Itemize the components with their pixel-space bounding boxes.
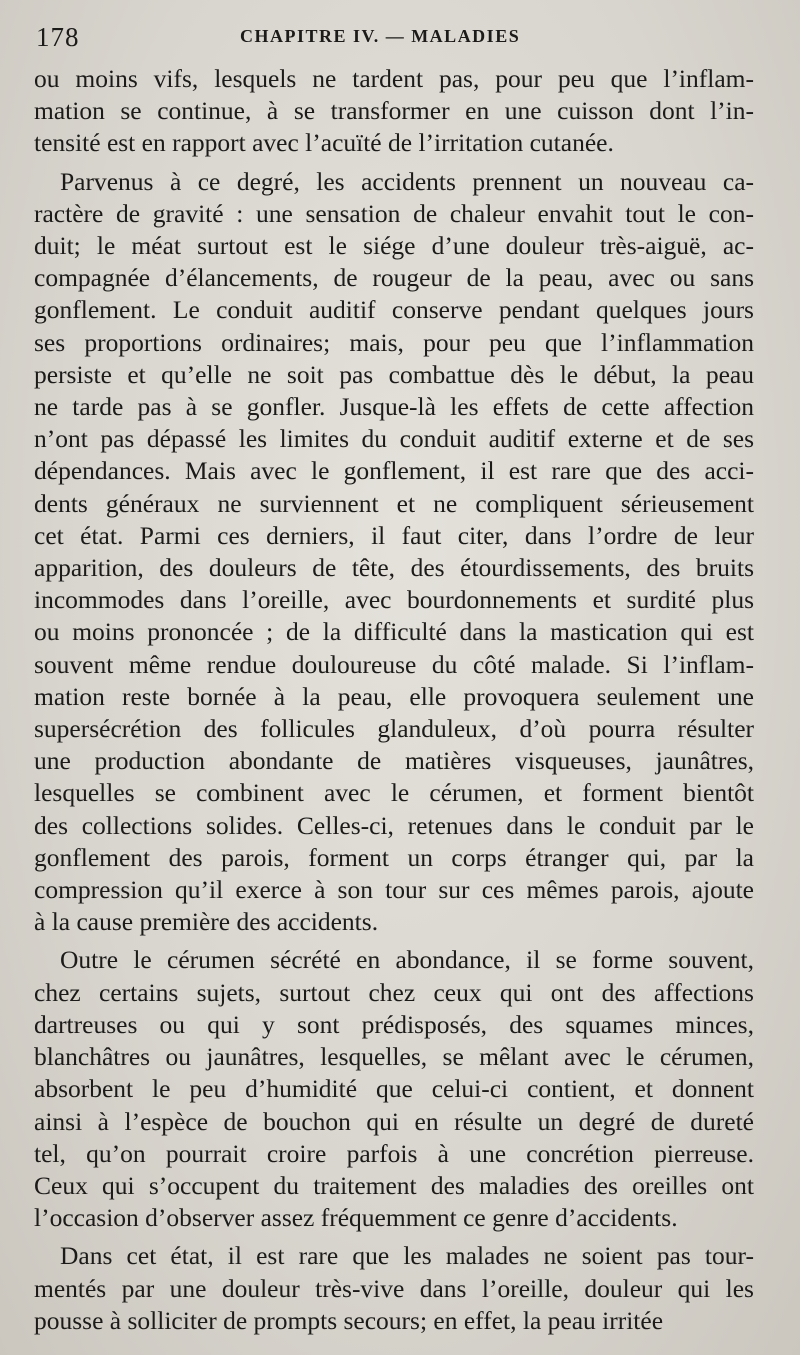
text-line: ou moins prononcée ; de la difficulté dans la mastication qui est [34, 617, 754, 647]
text-line: ses proportions ordinaires; mais, pour peu que l’inflammation [34, 327, 754, 357]
chapter-title: CHAPITRE IV. — MALADIES [240, 26, 521, 46]
paragraph [34, 166, 754, 939]
paragraph [34, 944, 754, 1234]
text-line: dépendances. Mais avec le gonflement, il est rare que des acci- [34, 456, 754, 486]
paragraph [34, 63, 754, 160]
paragraph [34, 1240, 754, 1337]
text-line: tensité est en rapport avec l’acuïté de l’irritation cutanée. [34, 128, 614, 158]
text-line: cet état. Parmi ces derniers, il faut citer, dans l’ordre de leur [34, 520, 754, 550]
text-line: mation se continue, à se transformer en une cuisson dont l’in- [34, 96, 754, 126]
text-line: ne tarde pas à se gonfler. Jusque-là les effets de cette affection [34, 392, 754, 422]
text-line: apparition, des douleurs de tête, des étourdissements, des bruits [34, 553, 754, 583]
text-line: absorbent le peu d’humidité que celui-ci contient, et donnent [34, 1074, 754, 1104]
text-line: gonflement des parois, forment un corps étranger qui, par la [34, 842, 754, 872]
text-line: pousse à solliciter de prompts secours; en effet, la peau irritée [34, 1305, 664, 1335]
text-line: une production abondante de matières visqueuses, jaunâtres, [34, 746, 754, 776]
running-head [36, 18, 760, 52]
text-line: compagnée d’élancements, de rougeur de la peau, avec ou sans [34, 263, 754, 293]
text-line: ractère de gravité : une sensation de chaleur envahit tout le con- [34, 198, 754, 228]
text-line: Outre le cérumen sécrété en abondance, il se forme souvent, [60, 945, 754, 975]
text-line: Parvenus à ce degré, les accidents prennent un nouveau ca- [60, 166, 754, 196]
text-line: ou moins vifs, lesquels ne tardent pas, pour peu que l’inflam- [34, 64, 754, 93]
body-text [34, 63, 754, 1343]
text-line: mentés par une douleur très-vive dans l’oreille, douleur qui les [34, 1273, 754, 1303]
text-line: Dans cet état, il est rare que les malades ne soient pas tour- [60, 1241, 754, 1271]
text-line: blanchâtres ou jaunâtres, lesquelles, se mêlant avec le cérumen, [34, 1042, 754, 1072]
text-line: incommodes dans l’oreille, avec bourdonnements et surdité plus [34, 585, 754, 615]
text-line: supersécrétion des follicules glanduleux, d’où pourra résulter [34, 714, 754, 744]
text-line: l’occasion d’observer assez fréquemment ce genre d’accidents. [34, 1203, 678, 1233]
text-line: dartreuses ou qui y sont prédisposés, des squames minces, [34, 1009, 754, 1039]
text-line: souvent même rendue douloureuse du côté malade. Si l’inflam- [34, 649, 754, 679]
text-line: lesquelles se combinent avec le cérumen, et forment bientôt [34, 778, 754, 808]
text-line: compression qu’il exerce à son tour sur ces mêmes parois, ajoute [34, 875, 754, 905]
text-line: Ceux qui s’occupent du traitement des maladies des oreilles ont [34, 1170, 754, 1200]
text-line: des collections solides. Celles-ci, retenues dans le conduit par le [34, 810, 754, 840]
text-line: dents généraux ne surviennent et ne compliquent sérieusement [34, 488, 754, 518]
page-number: 178 [36, 22, 80, 52]
text-line: duit; le méat surtout est le siége d’une douleur très-aiguë, ac- [34, 231, 754, 261]
text-line: ainsi à l’espèce de bouchon qui en résulte un degré de dureté [34, 1106, 754, 1136]
text-line: tel, qu’on pourrait croire parfois à une concrétion pierreuse. [34, 1138, 754, 1168]
text-line: à la cause première des accidents. [34, 907, 379, 937]
text-line: chez certains sujets, surtout chez ceux qui ont des affections [34, 977, 754, 1007]
text-line: mation reste bornée à la peau, elle provoquera seulement une [34, 681, 754, 711]
text-line: n’ont pas dépassé les limites du conduit auditif externe et de ses [34, 424, 754, 454]
text-line: gonflement. Le conduit auditif conserve pendant quelques jours [34, 295, 754, 325]
text-line: persiste et qu’elle ne soit pas combattue dès le début, la peau [34, 359, 754, 389]
